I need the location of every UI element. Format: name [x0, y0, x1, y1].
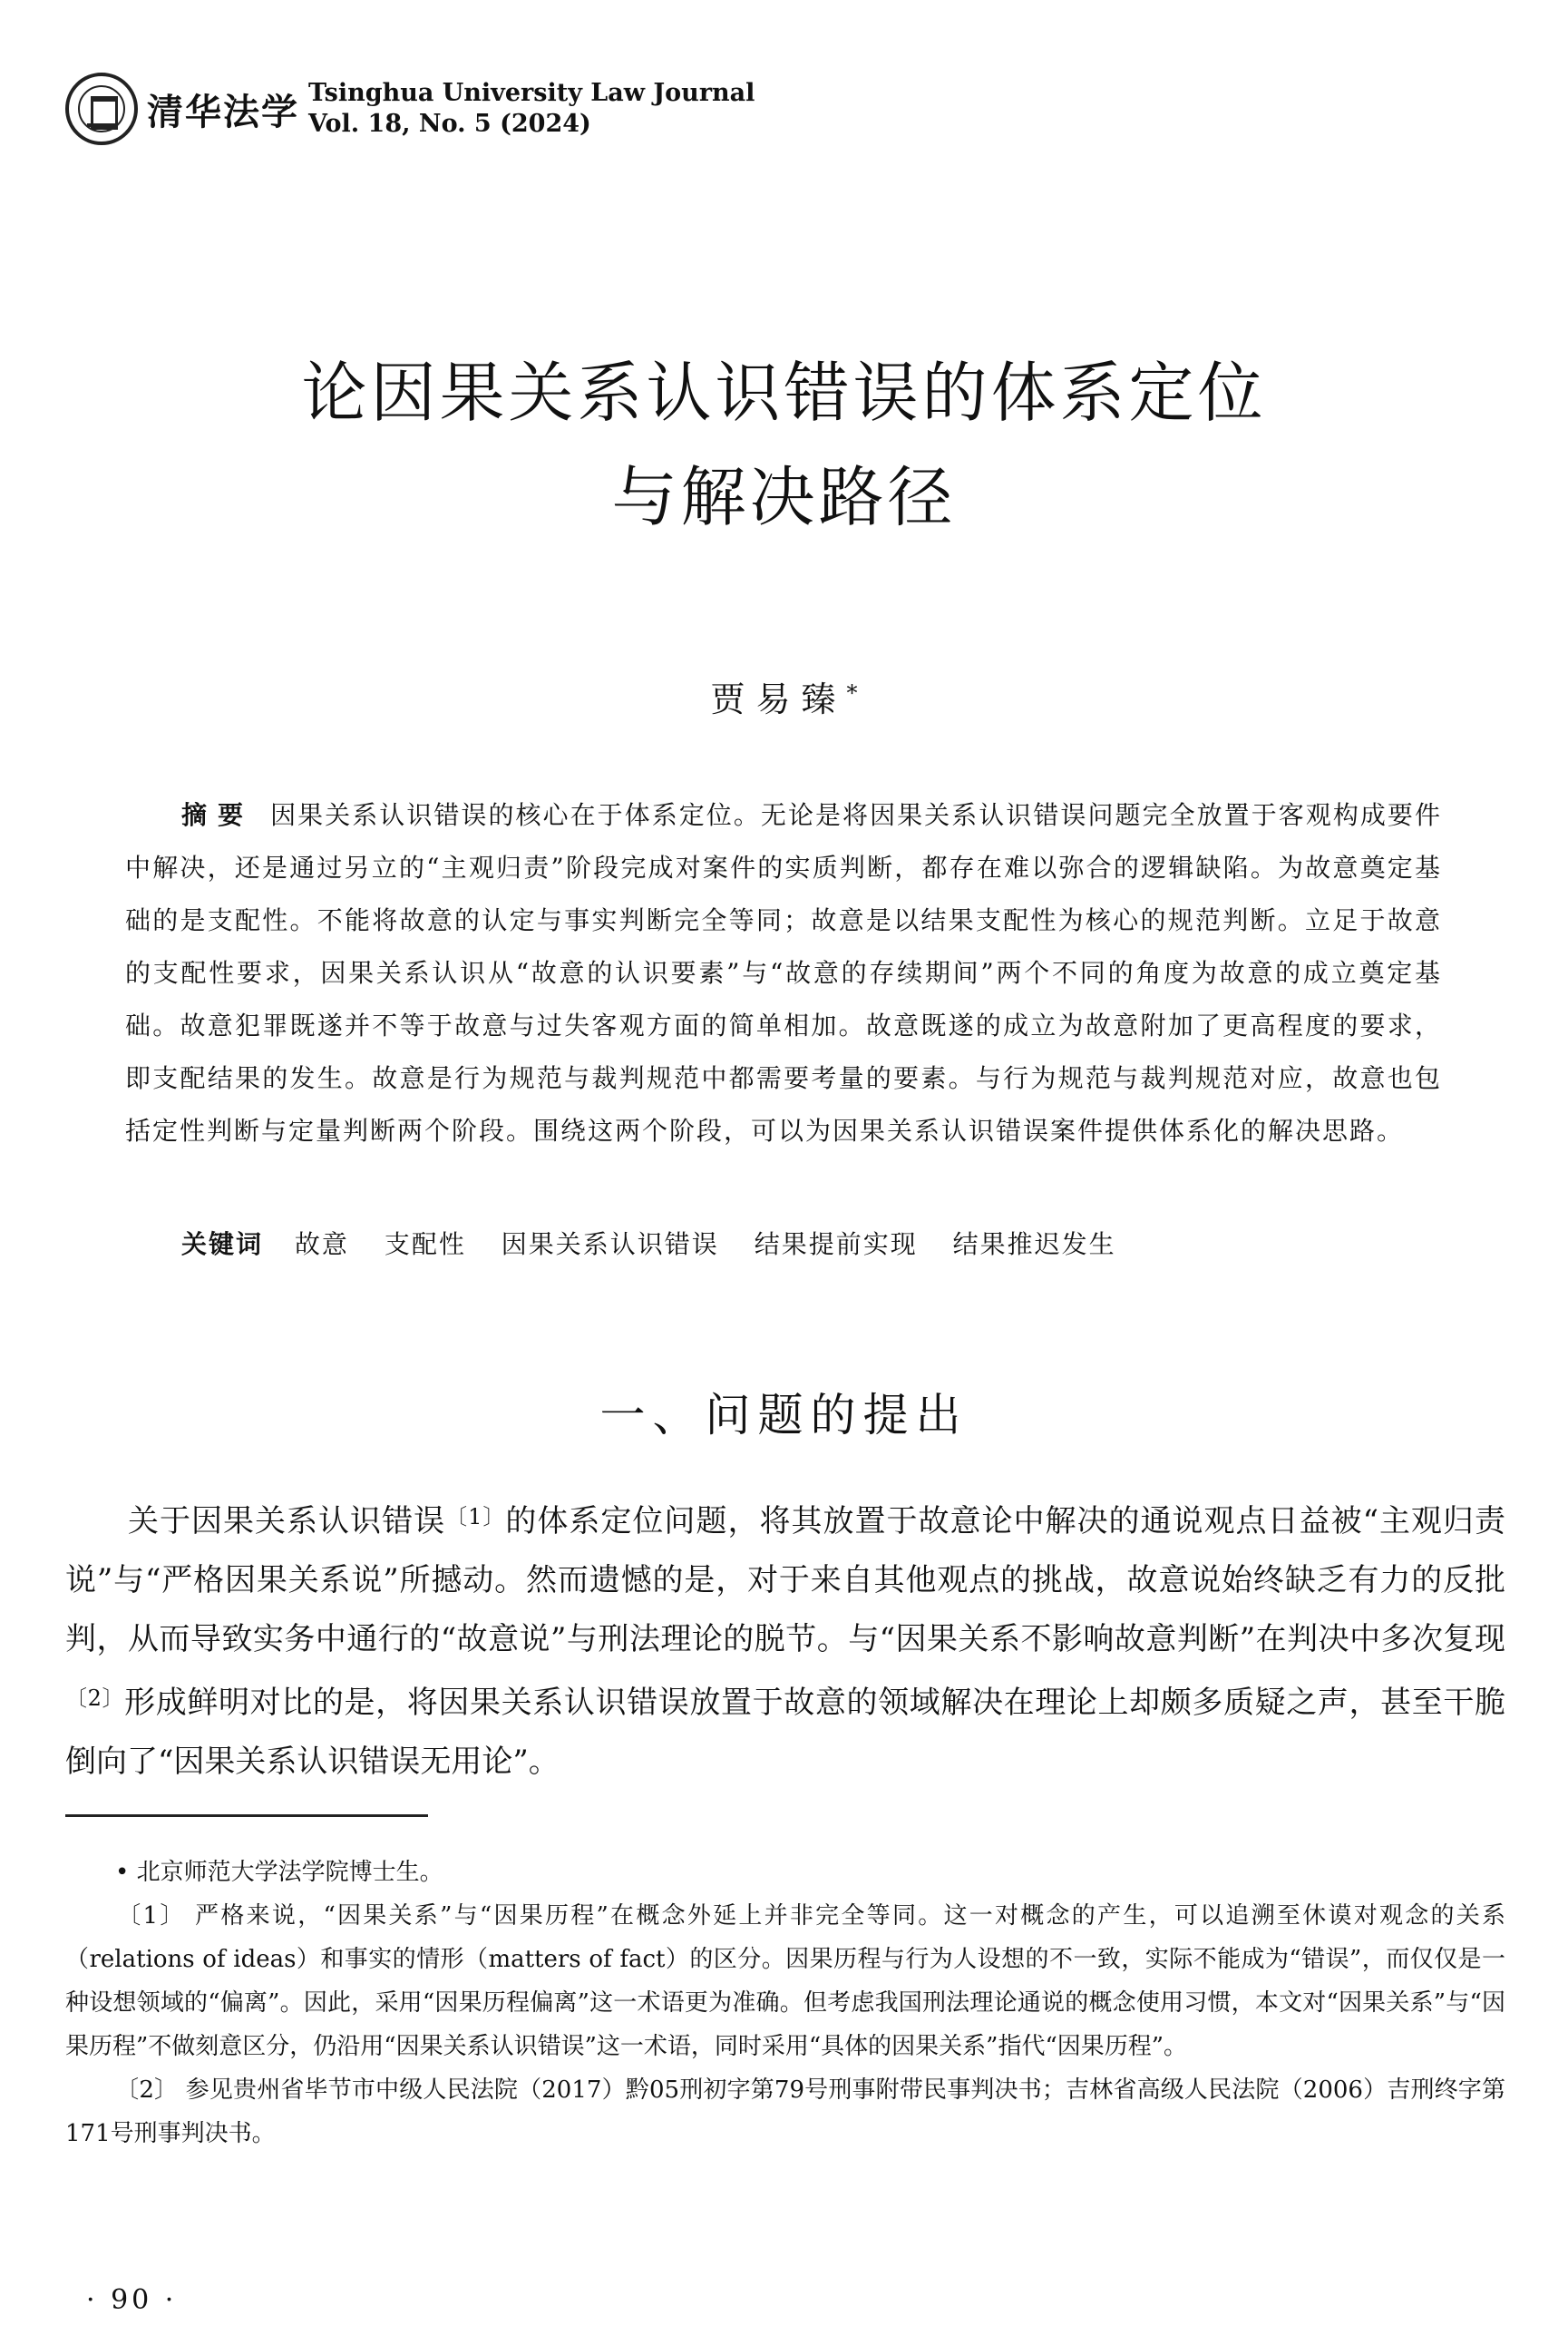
keyword-item: 结果推迟发生 [952, 1229, 1116, 1259]
footnote-ref-1[interactable]: 〔1〕 [445, 1504, 506, 1529]
footnote-1 [65, 1894, 1505, 2068]
abstract [125, 789, 1442, 1158]
page-number: · 90 · [86, 2284, 178, 2316]
body-text-part-2: 的体系定位问题，将其放置于故意论中解决的通说观点日益被“主观归责说”与“严格因果关系说”所撼动。然而遗憾的是，对于来自其他观点的挑战，故意说始终缺乏有力的反批判，从而导致实务中通行的“故意说”与刑法理论的脱节。与“因果关系不影响故意判断”在判决中多次复现 [65, 1503, 1505, 1657]
author-footnote-mark[interactable]: * [846, 680, 858, 706]
body-text-part-3: 形成鲜明对比的是，将因果关系认识错误放置于故意的领域解决在理论上却颇多质疑之声，甚至干脆倒向了“因果关系认识错误无用论”。 [65, 1685, 1505, 1780]
body-text-part-1: 关于因果关系认识错误 [127, 1503, 446, 1539]
keywords-label: 关键词 [181, 1229, 264, 1259]
footnote-ref-2[interactable]: 〔2〕 [65, 1685, 125, 1711]
footnotes [65, 1851, 1505, 2155]
footnote-1-text: 严格来说，“因果关系”与“因果历程”在概念外延上并非完全等同。这一对概念的产生，可以追溯至休谟对观念的关系（relations of ideas）和事实的情形（matters of fact）的区分。因果历程与行为人设想的不一致，实际不能成为“错误”，而仅仅是一种设想领域的“偏离”。因此，采用“因果历程偏离”这一术语更为准确。但考虑我国刑法理论通说的概念使用习惯，本文对“因果关系”与“因果历程”不做刻意区分，仍沿用“因果关系认识错误”这一术语，同时采用“具体的因果关系”指代“因果历程”。 [65, 1902, 1506, 2060]
article-title-line-1: 论因果关系认识错误的体系定位 [301, 355, 1267, 431]
body-paragraph [65, 1488, 1505, 1792]
footnote-1-number: 〔1〕 [115, 1902, 186, 1930]
keywords [181, 1222, 1451, 1267]
footnote-2-number: 〔2〕 [115, 2076, 179, 2104]
journal-info [308, 78, 755, 140]
keyword-item: 故意 [294, 1229, 349, 1259]
author [0, 671, 1568, 721]
keyword-item: 因果关系认识错误 [501, 1229, 719, 1259]
abstract-text: 因果关系认识错误的核心在于体系定位。无论是将因果关系认识错误问题完全放置于客观构成要件中解决，还是通过另立的“主观归责”阶段完成对案件的实质判断，都存在难以弥合的逻辑缺陷。为故意奠定基础的是支配性。不能将故意的认定与事实判断完全等同；故意是以结果支配性为核心的规范判断。立足于故意的支配性要求，因果关系认识从“故意的认识要素”与“故意的存续期间”两个不同的角度为故意的成立奠定基础。故意犯罪既遂并不等于故意与过失客观方面的简单相加。故意既遂的成立为故意附加了更高程度的要求，即支配结果的发生。故意是行为规范与裁判规范中都需要考量的要素。与行为规范与裁判规范对应，故意也包括定性判断与定量判断两个阶段。围绕这两个阶段，可以为因果关系认识错误案件提供体系化的解决思路。 [125, 800, 1442, 1146]
keyword-item: 支配性 [384, 1229, 466, 1259]
abstract-label: 摘要 [181, 800, 255, 830]
section-heading: 一、问题的提出 [599, 1389, 969, 1441]
article-title-line-2: 与解决路径 [611, 459, 957, 535]
footnote-author-note: • 北京师范大学法学院博士生。 [115, 1859, 443, 1886]
journal-name-en: Tsinghua University Law Journal [308, 79, 755, 108]
footnote-divider [65, 1814, 428, 1817]
journal-volume: Vol. 18, No. 5 (2024) [308, 110, 591, 138]
author-name: 贾易臻 [710, 679, 847, 719]
university-seal-icon [65, 73, 138, 145]
footnote-2 [65, 2068, 1505, 2155]
keyword-item: 结果提前实现 [754, 1229, 918, 1259]
journal-header [65, 64, 755, 154]
journal-name-cn: 清华法学 [147, 91, 299, 133]
footnote-2-text: 参见贵州省毕节市中级人民法院（2017）黔05刑初字第79号刑事附带民事判决书；吉林省高级人民法院（2006）吉刑终字第171号刑事判决书。 [65, 2076, 1505, 2147]
